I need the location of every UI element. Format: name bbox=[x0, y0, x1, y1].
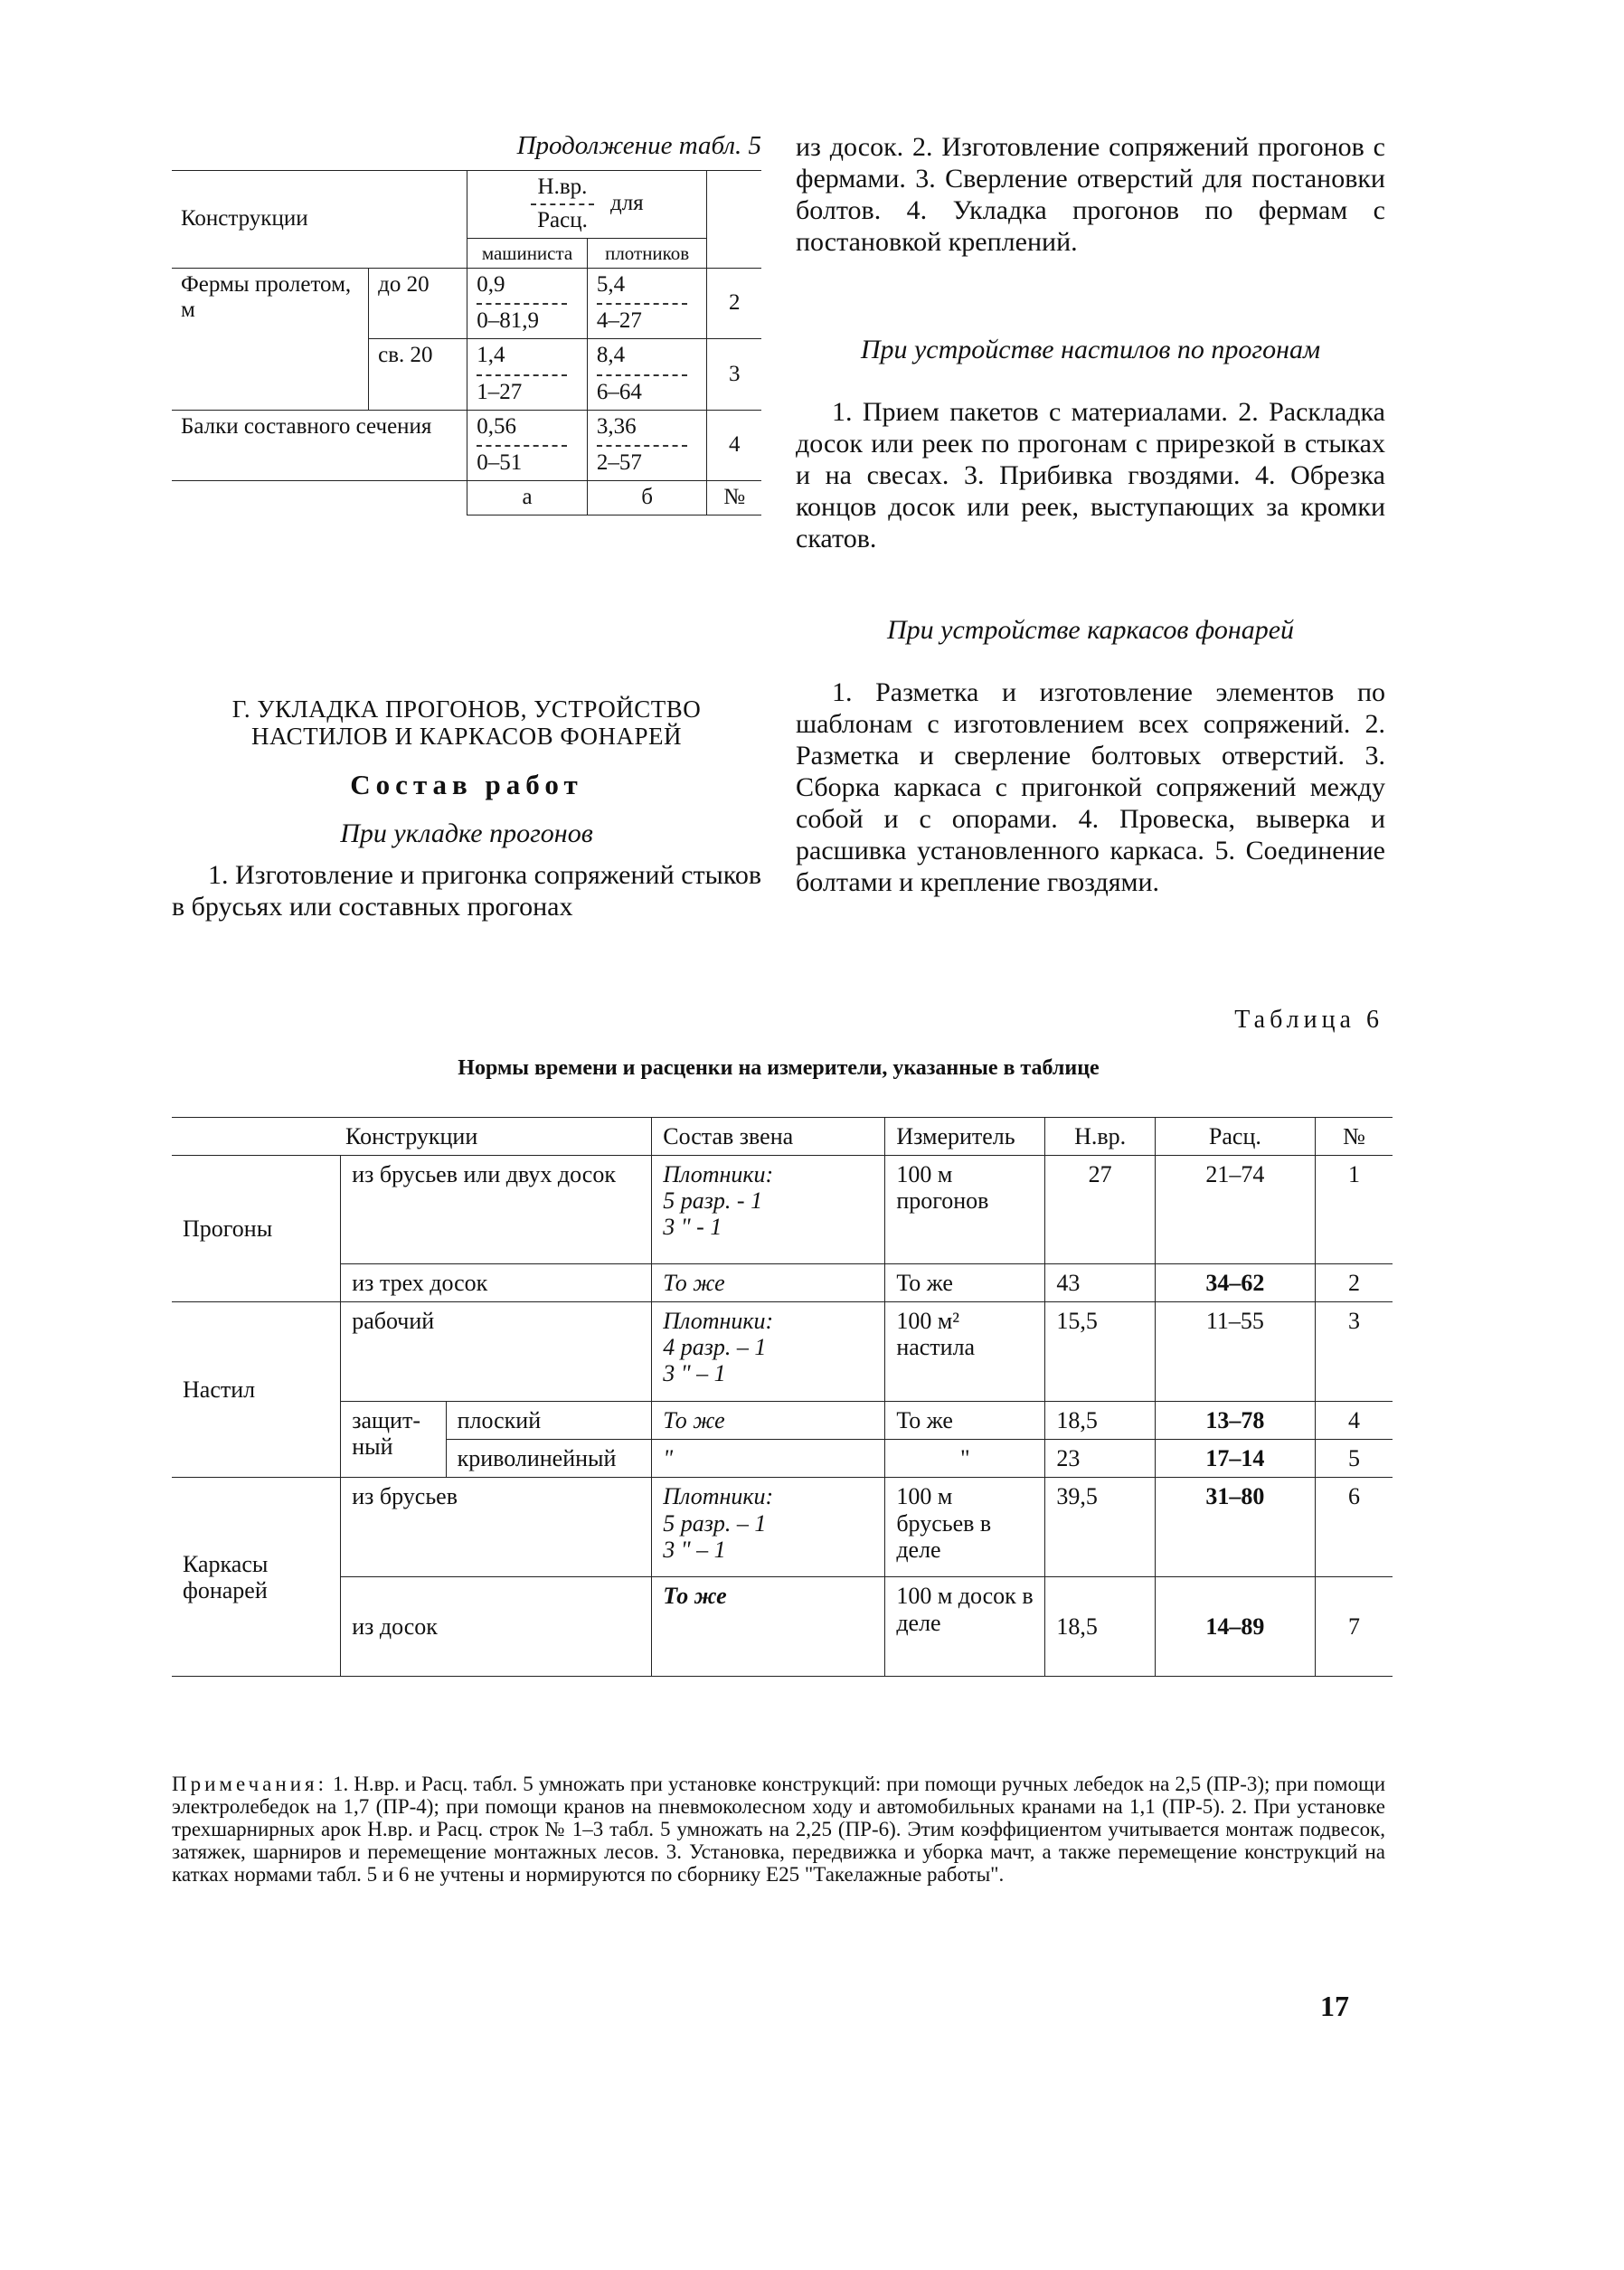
table5-caption: Продолжение табл. 5 bbox=[516, 131, 761, 160]
t6-crew-1 bbox=[652, 1156, 885, 1264]
t5-a-top-2: 1,4 bbox=[477, 343, 505, 368]
t5-a-top-1: 0,9 bbox=[477, 271, 505, 297]
t5-a-bottom-1: 0–81,9 bbox=[477, 308, 539, 334]
t5-cell-b-1 bbox=[587, 268, 707, 339]
t5-dash bbox=[477, 445, 567, 447]
t5-a-bottom-3: 0–51 bbox=[477, 450, 523, 476]
t6-group-decking: Настил bbox=[172, 1302, 341, 1478]
t5-cell-a-3 bbox=[467, 410, 588, 481]
subheading-purlins: При укладке прогонов bbox=[340, 818, 593, 848]
t6-crew-title-6: Плотники: bbox=[663, 1483, 774, 1510]
t6-rate-3: 11–55 bbox=[1155, 1302, 1315, 1402]
t6-crew-7: То же bbox=[652, 1577, 885, 1677]
t6-rate-1: 21–74 bbox=[1155, 1156, 1315, 1264]
t5-footer-empty bbox=[172, 481, 467, 515]
t6-meter-7: 100 м досок в деле bbox=[885, 1577, 1045, 1677]
composition-heading: Состав работ bbox=[350, 769, 583, 800]
t5-b-bottom-3: 2–57 bbox=[596, 450, 642, 476]
t5-dash bbox=[597, 303, 687, 305]
t5-footer-num: № bbox=[707, 481, 761, 515]
t6-norm-2: 43 bbox=[1045, 1264, 1155, 1302]
t6-norm-7: 18,5 bbox=[1045, 1577, 1155, 1677]
t6-rate-5: 17–14 bbox=[1155, 1440, 1315, 1478]
t5-cell-b-2 bbox=[587, 339, 707, 411]
table6-title: Нормы времени и расценки на измерители, указанные в таблице bbox=[458, 1056, 1100, 1080]
t6-sub2-4: плоский bbox=[446, 1402, 652, 1440]
t6-crew-line-1b: 3 " - 1 bbox=[663, 1214, 722, 1241]
t6-num-6: 6 bbox=[1315, 1478, 1393, 1577]
subheading-lanterns: При устройстве каркасов фонарей bbox=[886, 615, 1295, 645]
t6-header-rate: Расц. bbox=[1155, 1118, 1315, 1156]
t6-crew-line-6b: 3 " – 1 bbox=[663, 1536, 726, 1563]
t6-num-3: 3 bbox=[1315, 1302, 1393, 1402]
t6-num-1: 1 bbox=[1315, 1156, 1393, 1264]
t5-norm-top: Н.вр. bbox=[537, 175, 588, 199]
t5-header-empty bbox=[707, 171, 761, 269]
t6-norm-4: 18,5 bbox=[1045, 1402, 1155, 1440]
t6-num-7: 7 bbox=[1315, 1577, 1393, 1677]
t6-rate-4: 13–78 bbox=[1155, 1402, 1315, 1440]
t5-num-2: 3 bbox=[707, 339, 761, 411]
t5-footer-a: а bbox=[467, 481, 588, 515]
t6-sub-7: из досок bbox=[341, 1577, 652, 1677]
t6-sub2-5: криволинейный bbox=[446, 1440, 652, 1478]
t5-header-norm bbox=[467, 171, 707, 239]
t6-crew-2: То же bbox=[652, 1264, 885, 1302]
paragraph-decking: 1. Прием пакетов с материалами. 2. Раскладка досок или реек по прогонам с прирезкой в стыках и на свесах. 3. Прибивка гвоздями. 4. Обрезка концов досок или реек, выступающих за кромки скатов. bbox=[796, 397, 1385, 553]
t6-crew-title-3: Плотники: bbox=[663, 1308, 774, 1335]
t5-group-trusses: Фермы пролетом, м bbox=[172, 268, 369, 410]
t5-footer-b: б bbox=[587, 481, 707, 515]
subheading-decking: При устройстве настилов по прогонам bbox=[860, 335, 1321, 364]
notes-text: 1. Н.вр. и Расц. табл. 5 умножать при установке конструкций: при помощи ручных лебедок на 2,5 (ПР-3); при помощи электролебедок на 1,7 (ПР-4); при помощи кранов на пневмоколесном ходу и автомобильных кранами на 1,1 (ПР-5). 2. При установке трехшарнирных арок Н.вр. и Расц. строк № 1–3 табл. 5 умножать на 2,25 (ПР-6). Этим коэффициентом учитывается монтаж подвесок, затяжек, шарниров и перемещение монтажных лесов. 3. Установка, передвижка и уборка мачт, а также перемещение конструкций на катках нормами табл. 5 и 6 не учтены и нормируются по сборнику Е25 "Такелажные работы". bbox=[172, 1773, 1386, 1886]
page-number: 17 bbox=[1320, 1990, 1349, 2022]
t5-cell-a-1 bbox=[467, 268, 588, 339]
t5-dash bbox=[597, 374, 687, 376]
t6-rate-7: 14–89 bbox=[1155, 1577, 1315, 1677]
t5-b-bottom-2: 6–64 bbox=[596, 379, 642, 404]
t6-meter-3: 100 м² настила bbox=[885, 1302, 1045, 1402]
t6-sub-1: из брусьев или двух досок bbox=[341, 1156, 652, 1264]
t6-meter-4: То же bbox=[885, 1402, 1045, 1440]
section-heading: Г. УКЛАДКА ПРОГОНОВ, УСТРОЙСТВО НАСТИЛОВ И КАРКАСОВ ФОНАРЕЙ bbox=[231, 695, 702, 750]
t6-crew-3 bbox=[652, 1302, 885, 1402]
notes bbox=[172, 1773, 1385, 1886]
t6-header-constructions: Конструкции bbox=[172, 1118, 652, 1156]
t6-num-4: 4 bbox=[1315, 1402, 1393, 1440]
t6-norm-3: 15,5 bbox=[1045, 1302, 1155, 1402]
table6 bbox=[172, 1117, 1393, 1677]
table5 bbox=[172, 170, 761, 515]
paragraph-purlins: 1. Изготовление и пригонка сопряжений стыков в брусьях или составных прогонах bbox=[172, 860, 761, 922]
t6-header-norm: Н.вр. bbox=[1045, 1118, 1155, 1156]
t6-num-5: 5 bbox=[1315, 1440, 1393, 1478]
t6-meter-2: То же bbox=[885, 1264, 1045, 1302]
t5-header-constructions: Конструкции bbox=[172, 171, 467, 269]
t6-sub-2: из трех досок bbox=[341, 1264, 652, 1302]
t5-b-top-2: 8,4 bbox=[596, 343, 626, 368]
t6-meter-1: 100 м прогонов bbox=[885, 1156, 1045, 1264]
t6-sub-4: защитный bbox=[341, 1402, 446, 1478]
t6-sub-3: рабочий bbox=[341, 1302, 652, 1402]
t5-a-bottom-2: 1–27 bbox=[477, 379, 523, 404]
t5-header-machinist: машиниста bbox=[467, 238, 588, 268]
paragraph-purlins-cont: из досок. 2. Изготовление сопряжений прогонов с фермами. 3. Сверление отверстий для постановки болтов. 4. Укладка прогонов по фермам с постановкой креплений. bbox=[796, 132, 1385, 257]
t6-crew-title-1: Плотники: bbox=[663, 1161, 774, 1188]
t6-crew-4: То же bbox=[652, 1402, 885, 1440]
table6-label: Таблица 6 bbox=[1234, 1006, 1383, 1034]
t6-crew-5: " bbox=[652, 1440, 885, 1478]
t5-b-bottom-1: 4–27 bbox=[596, 308, 642, 334]
t6-norm-5: 23 bbox=[1045, 1440, 1155, 1478]
notes-lead: Примечания: bbox=[172, 1773, 327, 1795]
t6-norm-1: 27 bbox=[1045, 1156, 1155, 1264]
t6-meter-6: 100 м брусьев в деле bbox=[885, 1478, 1045, 1577]
t5-group-beams: Балки составного сечения bbox=[172, 410, 467, 481]
paragraph-lanterns: 1. Разметка и изготовление элементов по шаблонам с изготовлением всех сопряжений. 2. Разметка и сверление болтовых отверстий. 3. Сборка каркаса с пригонкой сопряжений между собой и с опорами. 4. Провеска, выверка и расшивка установленного каркаса. 5. Соединение болтами и крепление гвоздями. bbox=[796, 677, 1385, 897]
t5-norm-dash bbox=[531, 203, 594, 205]
t6-header-meter: Измеритель bbox=[885, 1118, 1045, 1156]
t6-rate-6: 31–80 bbox=[1155, 1478, 1315, 1577]
t6-norm-6: 39,5 bbox=[1045, 1478, 1155, 1577]
t6-header-crew: Состав звена bbox=[652, 1118, 885, 1156]
t6-header-num: № bbox=[1315, 1118, 1393, 1156]
t5-cell-a-2 bbox=[467, 339, 588, 411]
t5-dash bbox=[477, 303, 567, 305]
t5-num-1: 2 bbox=[707, 268, 761, 339]
t5-b-top-3: 3,36 bbox=[596, 413, 637, 439]
t6-group-lanterns: Каркасы фонарей bbox=[172, 1478, 341, 1677]
t6-rate-2: 34–62 bbox=[1155, 1264, 1315, 1302]
t6-sub-6: из брусьев bbox=[341, 1478, 652, 1577]
t6-crew-line-3b: 3 " – 1 bbox=[663, 1360, 726, 1387]
t6-meter-5: " bbox=[885, 1440, 1045, 1478]
t5-span-1: до 20 bbox=[369, 268, 467, 339]
t5-span-2: св. 20 bbox=[369, 339, 467, 411]
t6-crew-line-3a: 4 разр. – 1 bbox=[663, 1334, 767, 1361]
t5-dash bbox=[477, 374, 567, 376]
t6-crew-line-1a: 5 разр. - 1 bbox=[663, 1187, 763, 1215]
t5-header-carpenters: плотников bbox=[587, 238, 707, 268]
t6-group-purlins: Прогоны bbox=[172, 1156, 341, 1302]
t5-a-top-3: 0,56 bbox=[477, 413, 516, 439]
t5-dash bbox=[597, 445, 687, 447]
t6-crew-6 bbox=[652, 1478, 885, 1577]
t6-num-2: 2 bbox=[1315, 1264, 1393, 1302]
t5-header-for: для bbox=[609, 191, 644, 216]
t5-num-3: 4 bbox=[707, 410, 761, 481]
t5-b-top-1: 5,4 bbox=[596, 271, 626, 297]
t5-cell-b-3 bbox=[587, 410, 707, 481]
t6-crew-line-6a: 5 разр. – 1 bbox=[663, 1509, 767, 1537]
t5-norm-bottom: Расц. bbox=[537, 207, 588, 232]
